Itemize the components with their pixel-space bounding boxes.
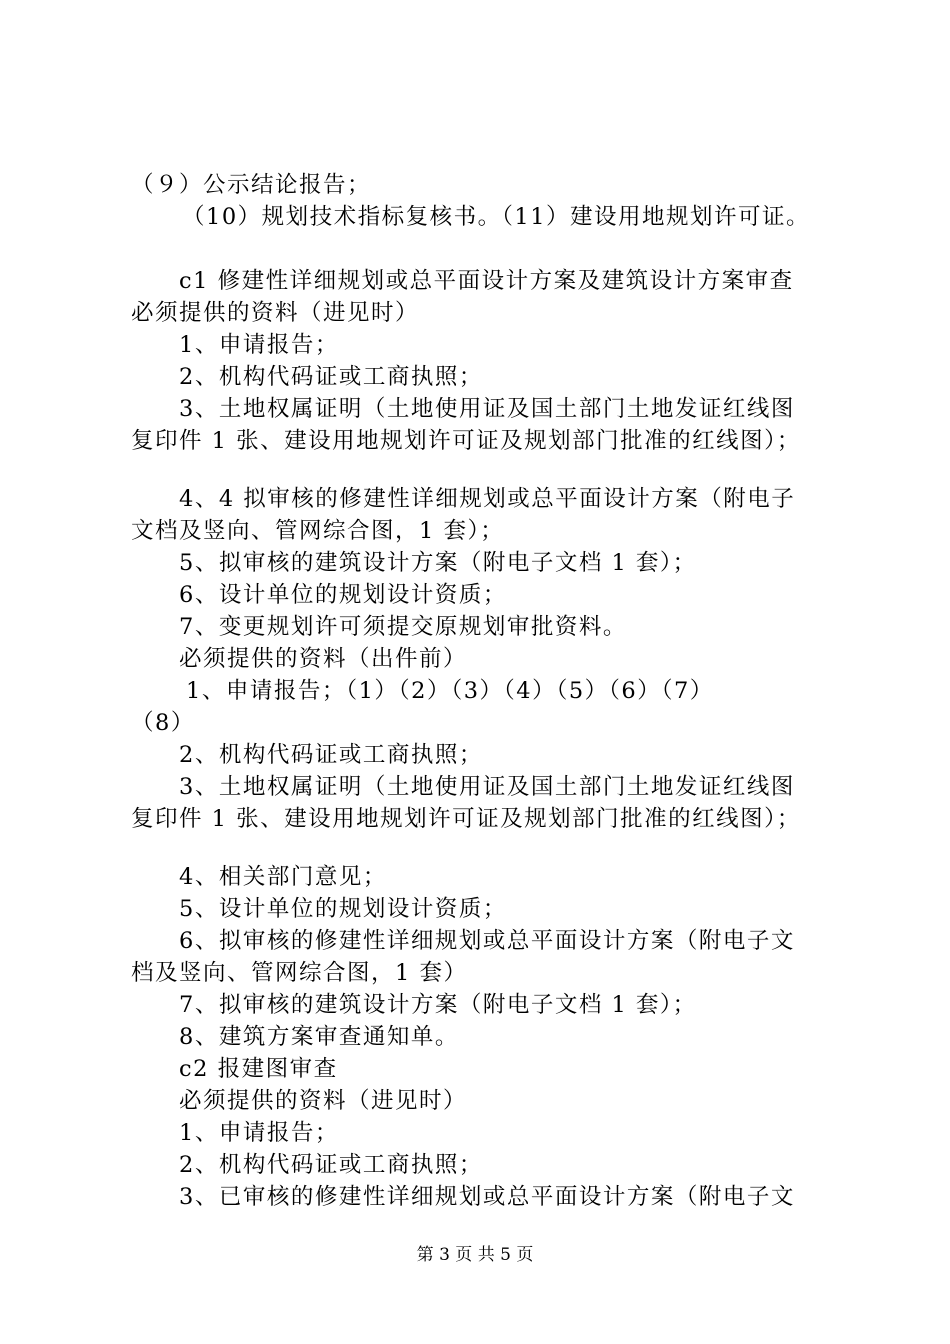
text-line: （8） <box>131 710 195 736</box>
list-item: 4、4 拟审核的修建性详细规划或总平面设计方案（附电子 <box>179 486 796 512</box>
list-item: 2、机构代码证或工商执照； <box>179 364 483 390</box>
page-number: 第 3 页 共 5 页 <box>416 1245 534 1265</box>
list-item: 5、拟审核的建筑设计方案（附电子文档 1 套）； <box>179 550 697 576</box>
list-item: 2、机构代码证或工商执照； <box>179 1152 483 1178</box>
list-item: 2、机构代码证或工商执照； <box>179 742 483 768</box>
list-item: 3、已审核的修建性详细规划或总平面设计方案（附电子文 <box>179 1184 795 1210</box>
text-line: （９）公示结论报告； <box>131 172 372 198</box>
list-item: 6、设计单位的规划设计资质； <box>179 582 507 608</box>
text-line: 复印件 1 张、建设用地规划许可证及规划部门批准的红线图）； <box>131 428 801 454</box>
list-item: 6、拟审核的修建性详细规划或总平面设计方案（附电子文 <box>179 928 795 954</box>
section-heading: c2 报建图审查 <box>179 1056 338 1082</box>
list-item: 5、设计单位的规划设计资质； <box>179 896 507 922</box>
text-line: 复印件 1 张、建设用地规划许可证及规划部门批准的红线图）； <box>131 806 801 832</box>
section-heading: 必须提供的资料（出件前） <box>179 646 468 672</box>
list-item: 3、土地权属证明（土地使用证及国土部门土地发证红线图 <box>179 396 795 422</box>
text-line: 档及竖向、管网综合图，1 套） <box>131 960 468 986</box>
section-heading: 必须提供的资料（进见时） <box>179 1088 468 1114</box>
text-line: （10）规划技术指标复核书。（11）建设用地规划许可证。 <box>182 204 811 230</box>
text-line: 文档及竖向、管网综合图，1 套）； <box>131 518 505 544</box>
list-item: 7、拟审核的建筑设计方案（附电子文档 1 套）； <box>179 992 697 1018</box>
list-item: 7、变更规划许可须提交原规划审批资料。 <box>179 614 627 640</box>
list-item: 8、建筑方案审查通知单。 <box>179 1024 459 1050</box>
text-line: 必须提供的资料（进见时） <box>131 300 420 326</box>
list-item: 1、申请报告； <box>179 332 339 358</box>
list-item: 1、申请报告；（1）（2）（3）（4）（5）（6）（7） <box>186 678 714 704</box>
section-heading: c1 修建性详细规划或总平面设计方案及建筑设计方案审查 <box>179 268 794 294</box>
list-item: 3、土地权属证明（土地使用证及国土部门土地发证红线图 <box>179 774 795 800</box>
list-item: 1、申请报告； <box>179 1120 339 1146</box>
list-item: 4、相关部门意见； <box>179 864 387 890</box>
